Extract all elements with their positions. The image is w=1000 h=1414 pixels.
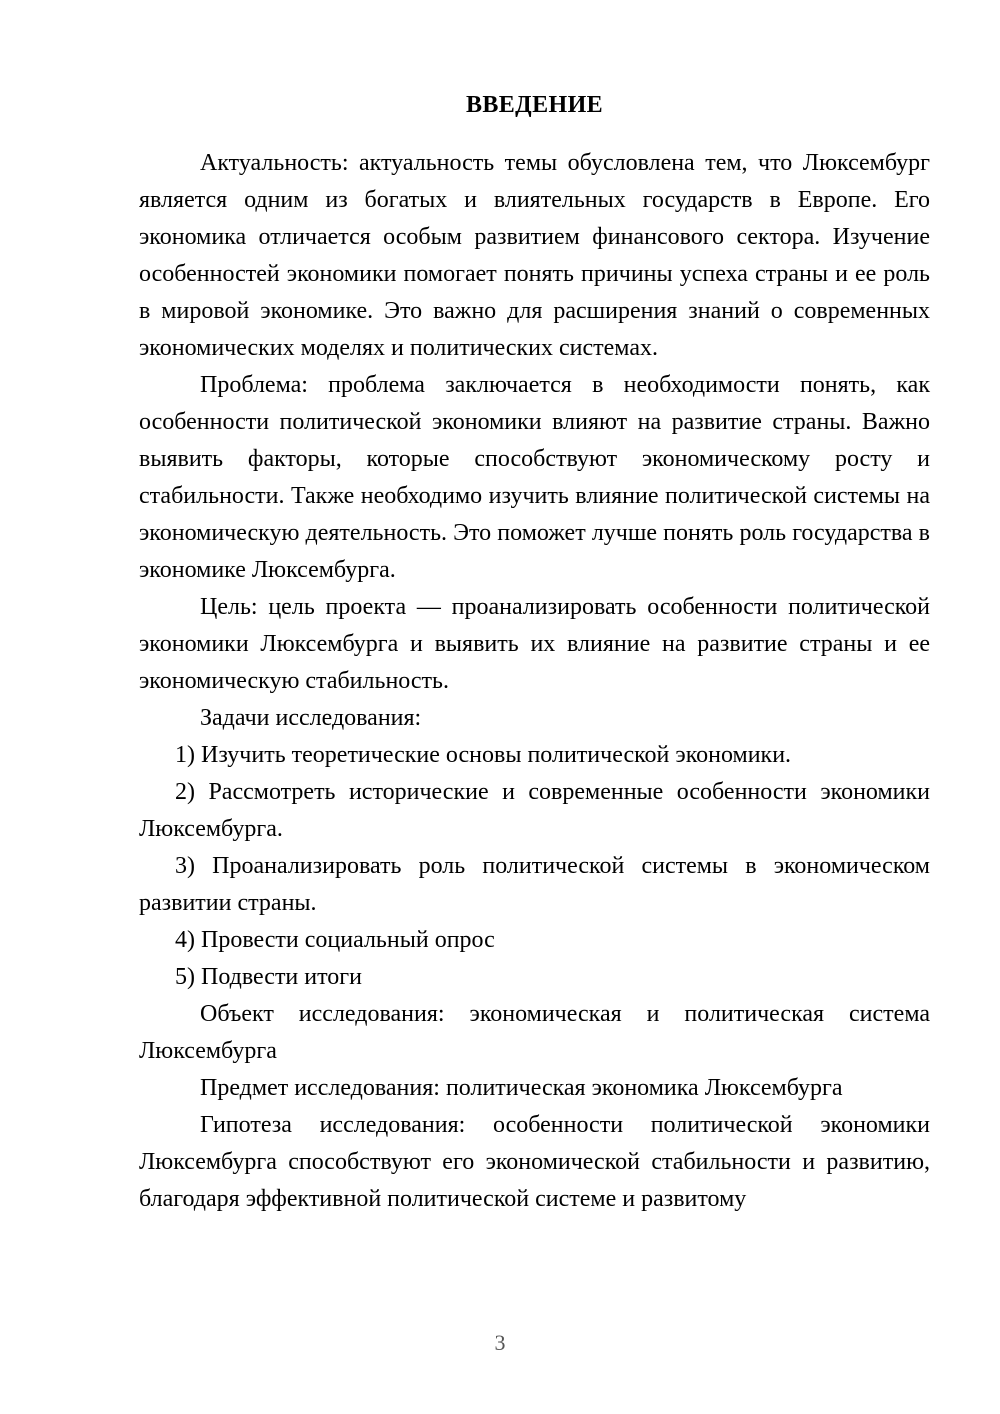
paragraph-subject: Предмет исследования: политическая экономика Люксембурга xyxy=(200,1074,843,1101)
page-number: 3 xyxy=(494,1330,506,1355)
paragraph-relevance: Актуальность: актуальность темы обусловлена тем, что Люксембург является одним из богатых и влиятельных государств в Европе. Его экономика отличается особым развитием финансового сектора. Изучение особенностей экономики помогает понять причины успеха страны и ее роль в мировой экономике. Это важно для расширения знаний о современных экономических моделях и политических системах. xyxy=(139,149,930,361)
list-item: 1) Изучить теоретические основы политической экономики. xyxy=(175,741,792,768)
paragraph-goal: Цель: цель проекта — проанализировать особенности политической экономики Люксембурга и выявить их влияние на развитие страны и ее экономическую стабильность. xyxy=(139,593,930,694)
paragraph-problem: Проблема: проблема заключается в необходимости понять, как особенности политической экономики влияют на развитие страны. Важно выявить факторы, которые способствуют экономическому росту и стабильности. Также необходимо изучить влияние политической системы на экономическую деятельность. Это поможет лучше понять роль государства в экономике Люксембурга. xyxy=(139,371,930,583)
list-item: 2) Рассмотреть исторические и современные особенности экономики Люксембурга. xyxy=(139,778,930,842)
page-title: ВВЕДЕНИЕ xyxy=(465,92,604,118)
tasks-heading: Задачи исследования: xyxy=(200,704,422,731)
paragraph-hypothesis: Гипотеза исследования: особенности политической экономики Люксембурга способствуют его экономической стабильности и развитию, благодаря эффективной политической системе и развитому xyxy=(139,1111,930,1212)
list-item: 5) Подвести итоги xyxy=(175,963,362,990)
document-body xyxy=(139,145,930,1218)
list-item: 3) Проанализировать роль политической системы в экономическом развитии страны. xyxy=(139,852,930,916)
page-content xyxy=(139,88,930,1218)
paragraph-object: Объект исследования: экономическая и политическая система Люксембурга xyxy=(139,1000,930,1064)
list-item: 4) Провести социальный опрос xyxy=(175,926,495,953)
